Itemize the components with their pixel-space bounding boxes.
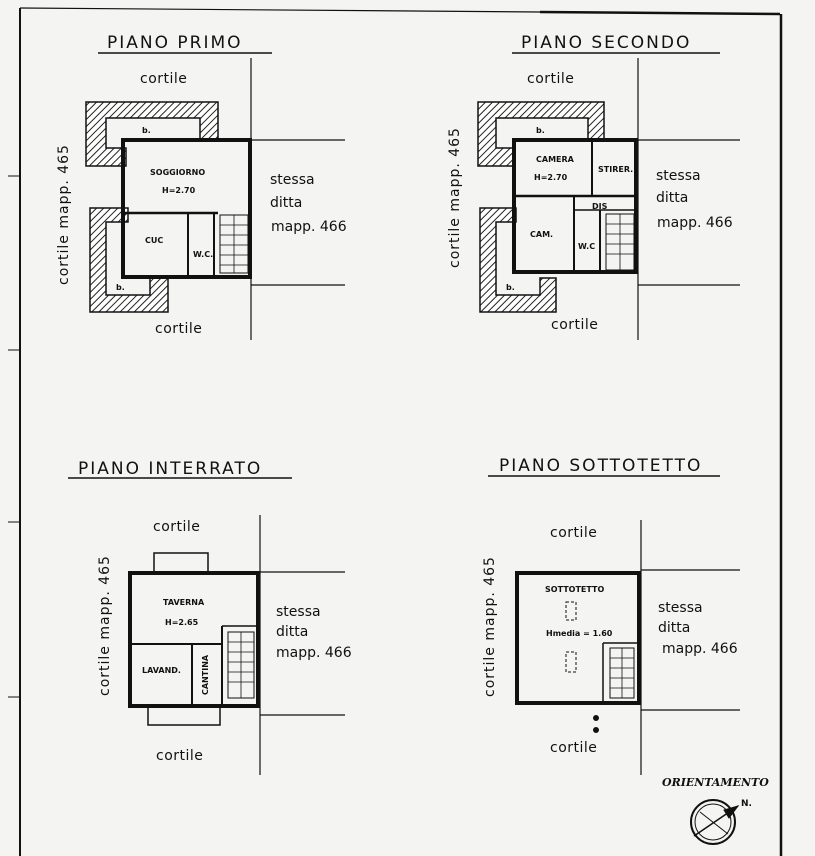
room-dis: DIS — [592, 202, 608, 211]
plan-sottotetto-title: PIANO SOTTOTETTO — [499, 456, 703, 476]
balcony-label-secondo-1: b. — [536, 126, 545, 135]
room-wc-secondo: W.C — [578, 242, 596, 251]
plan-interrato-cortile-top: cortile — [153, 519, 201, 535]
plan-secondo-stessa: stessa — [656, 168, 701, 184]
room-cam: CAM. — [530, 230, 554, 239]
balcony-label-primo-1: b. — [142, 126, 151, 135]
plan-sottotetto-mapp-465: cortile mapp. 465 — [482, 556, 498, 697]
sheet-frame — [8, 8, 781, 856]
plan-sottotetto-cortile-top: cortile — [550, 525, 598, 541]
room-wc-primo: W.C. — [193, 250, 214, 259]
room-cuc: CUC — [145, 236, 164, 245]
room-cantina: CANTINA — [201, 654, 210, 695]
room-sottotetto: SOTTOTETTO — [545, 585, 605, 594]
balcony-label-primo-2: b. — [116, 283, 125, 292]
plan-interrato-mapp-465: cortile mapp. 465 — [97, 555, 113, 696]
room-soggiorno: SOGGIORNO — [150, 168, 206, 177]
plan-primo-ditta: ditta — [270, 195, 303, 211]
plan-primo-title: PIANO PRIMO — [107, 33, 243, 53]
room-stirer: STIRER. — [598, 165, 634, 174]
room-camera: CAMERA — [536, 155, 574, 164]
plan-primo-mapp-465: cortile mapp. 465 — [56, 144, 72, 285]
plan-secondo-mapp-466: mapp. 466 — [657, 215, 733, 231]
plan-secondo-title: PIANO SECONDO — [521, 33, 692, 53]
plan-primo-mapp-466: mapp. 466 — [271, 219, 347, 235]
plan-sottotetto-mapp-466: mapp. 466 — [662, 641, 738, 657]
north-label: N. — [741, 799, 752, 809]
room-lavand: LAVAND. — [142, 666, 181, 675]
plan-primo-cortile-top: cortile — [140, 71, 188, 87]
plan-sottotetto-ditta: ditta — [658, 620, 691, 636]
plan-secondo-cortile-top: cortile — [527, 71, 575, 87]
room-taverna-height: H=2.65 — [165, 618, 199, 627]
plan-interrato-title: PIANO INTERRATO — [78, 459, 263, 479]
plan-secondo-cortile-bottom: cortile — [551, 317, 599, 333]
plan-interrato-stessa: stessa — [276, 604, 321, 620]
plan-secondo-ditta: ditta — [656, 190, 689, 206]
room-soggiorno-height: H=2.70 — [162, 186, 196, 195]
plan-primo-stessa: stessa — [270, 172, 315, 188]
plan-sottotetto-cortile-bottom: cortile — [550, 740, 598, 756]
plan-primo-drawing — [86, 58, 345, 340]
room-taverna: TAVERNA — [163, 598, 205, 607]
north-compass-icon — [691, 800, 738, 844]
room-sottotetto-height: Hmedia = 1.60 — [546, 629, 613, 638]
orientation-label: ORIENTAMENTO — [662, 776, 769, 789]
room-camera-height: H=2.70 — [534, 173, 568, 182]
plan-primo-cortile-bottom: cortile — [155, 321, 203, 337]
plan-secondo-drawing — [478, 58, 740, 340]
plan-interrato-mapp-466: mapp. 466 — [276, 645, 352, 661]
plan-interrato-ditta: ditta — [276, 624, 309, 640]
plan-secondo-mapp-465: cortile mapp. 465 — [447, 127, 463, 268]
balcony-label-secondo-2: b. — [506, 283, 515, 292]
plan-interrato-cortile-bottom: cortile — [156, 748, 204, 764]
plan-sottotetto-stessa: stessa — [658, 600, 703, 616]
